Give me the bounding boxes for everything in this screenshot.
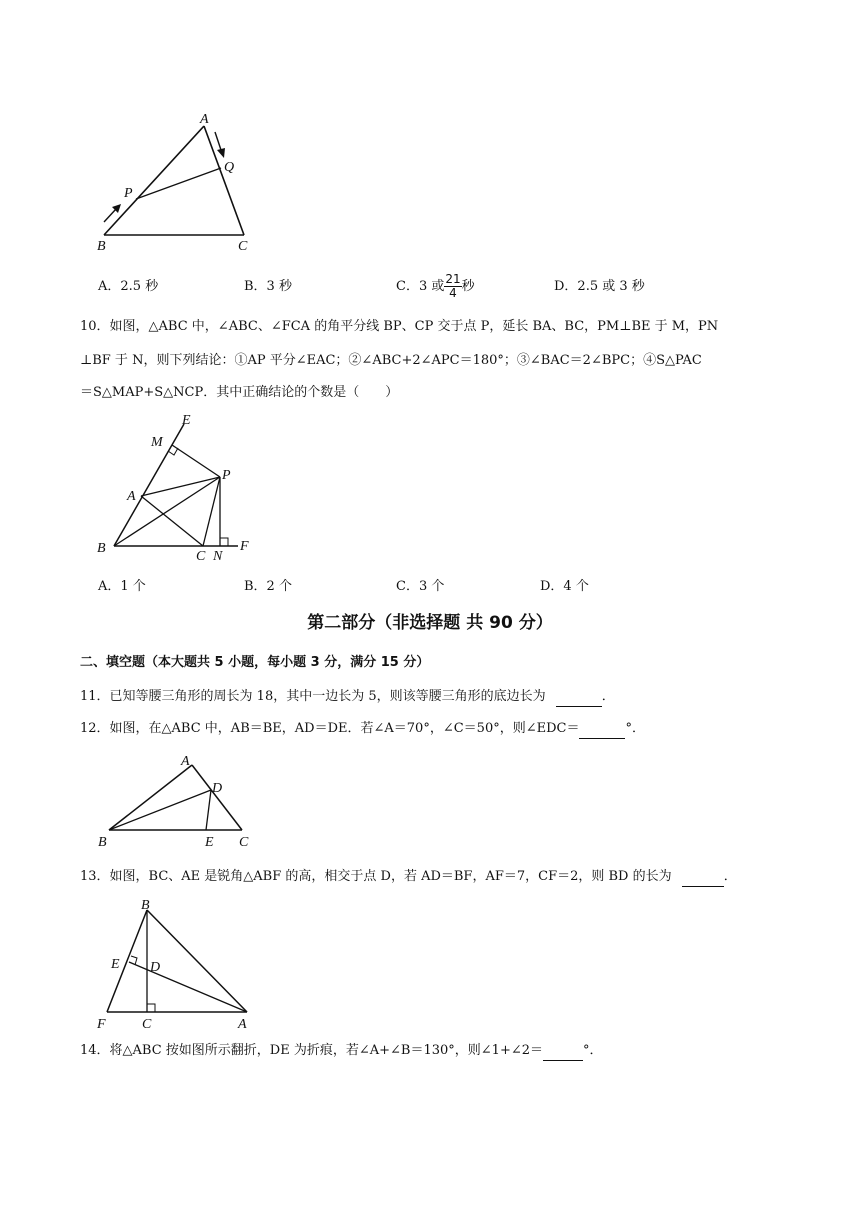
arrow-bp: [104, 209, 116, 222]
label-a: A: [181, 754, 190, 769]
q14-answer-blank[interactable]: [543, 1042, 583, 1061]
right-angle-n: [220, 538, 228, 546]
q9-option-c-fraction: [444, 273, 461, 300]
side-ac: [192, 765, 242, 830]
q9-option-c-prefix: C．3 或: [396, 279, 445, 294]
q11-text: 11．已知等腰三角形的周长为 18，其中一边长为 5，则该等腰三角形的底边长为: [80, 689, 546, 704]
label-c: C: [196, 549, 206, 564]
label-b: B: [98, 835, 107, 850]
side-ba: [147, 910, 247, 1012]
segment-ap: [141, 477, 220, 496]
segment-bp: [114, 477, 220, 546]
q12-line: [80, 720, 645, 739]
segment-bd: [109, 790, 211, 830]
label-b: B: [97, 541, 106, 556]
q13-figure: [92, 894, 262, 1034]
q10-line1: 10．如图，△ABC 中，∠ABC、∠FCA 的角平分线 BP、CP 交于点 P，延长 BA、BC，PM⊥BE 于 M，PN: [80, 319, 719, 334]
q10-figure: [92, 412, 262, 567]
q13-text: 13．如图，BC、AE 是锐角△ABF 的高，相交于点 D，若 AD＝BF，AF＝7，CF＝2，则 BD 的长为: [80, 869, 672, 884]
q14-text: 14．将△ABC 按如图所示翻折，DE 为折痕，若∠A+∠B＝130°，则∠1+∠2＝: [80, 1043, 543, 1058]
q14-line: [80, 1042, 603, 1061]
label-n: N: [213, 549, 223, 564]
q11-end: ．: [601, 689, 615, 704]
label-m: M: [151, 435, 163, 450]
label-p: P: [124, 186, 133, 201]
q12-figure: [92, 750, 262, 850]
label-a: A: [238, 1017, 247, 1032]
label-c: C: [142, 1017, 152, 1032]
q12-text: 12．如图，在△ABC 中，AB＝BE，AD＝DE．若∠A＝70°，∠C＝50°，则∠EDC＝: [80, 721, 580, 736]
q13-answer-blank[interactable]: [682, 868, 724, 887]
label-e: E: [111, 957, 120, 972]
right-angle-c: [147, 1004, 155, 1012]
q9-option-c-numerator: 21: [445, 272, 461, 286]
label-c: C: [238, 239, 248, 254]
q11-line: [80, 688, 615, 707]
label-d: D: [212, 781, 223, 796]
section2-title: 二、填空题（本大题共 5 小题，每小题 3 分，满分 15 分）: [80, 655, 430, 670]
label-b: B: [141, 898, 150, 913]
q13-end: ．: [723, 869, 737, 884]
q14-end: °．: [583, 1043, 603, 1058]
q12-answer-blank[interactable]: [579, 720, 625, 739]
segment-pq: [136, 168, 221, 199]
segment-cp: [203, 477, 220, 546]
q9-option-b: B．3 秒: [244, 279, 292, 294]
q9-option-c-denominator: 4: [449, 286, 457, 300]
label-q: Q: [224, 160, 235, 175]
label-c: C: [239, 835, 249, 850]
label-a: A: [200, 112, 209, 127]
q12-end: °．: [625, 721, 645, 736]
label-f: F: [240, 539, 249, 554]
ray-be: [114, 424, 184, 546]
q10-line2: ⊥BF 于 N，则下列结论：①AP 平分∠EAC；②∠ABC+2∠APC＝180°；③∠BAC＝2∠BPC；④S△PAC: [80, 353, 702, 368]
arrow-aq: [215, 132, 221, 150]
q9-figure: [90, 110, 260, 255]
side-ac: [204, 126, 244, 235]
segment-pm: [172, 445, 220, 477]
q13-line: [80, 868, 737, 887]
q10-line3: ＝S△MAP+S△NCP．其中正确结论的个数是（ ）: [80, 385, 399, 400]
side-ab: [109, 765, 192, 830]
label-e: E: [182, 413, 191, 428]
label-b: B: [97, 239, 106, 254]
segment-de: [206, 790, 211, 830]
label-e: E: [205, 835, 214, 850]
q9-option-c-suffix: 秒: [461, 279, 475, 294]
q10-option-d: D．4 个: [540, 579, 589, 594]
q10-option-a: A．1 个: [98, 579, 146, 594]
q9-option-a: A．2.5 秒: [98, 279, 159, 294]
q10-option-c: C．3 个: [396, 579, 445, 594]
label-f: F: [97, 1017, 106, 1032]
label-d: D: [150, 960, 161, 975]
q11-answer-blank[interactable]: [556, 688, 602, 707]
q9-option-c: [396, 268, 475, 306]
label-a: A: [127, 489, 136, 504]
segment-ac: [141, 496, 203, 546]
q10-option-b: B．2 个: [244, 579, 292, 594]
side-ab: [104, 126, 204, 235]
q9-option-d: D．2.5 或 3 秒: [554, 279, 645, 294]
part2-title: 第二部分（非选择题 共 90 分）: [307, 613, 553, 633]
label-p: P: [222, 468, 231, 483]
arrow-aq-head: [217, 148, 225, 158]
